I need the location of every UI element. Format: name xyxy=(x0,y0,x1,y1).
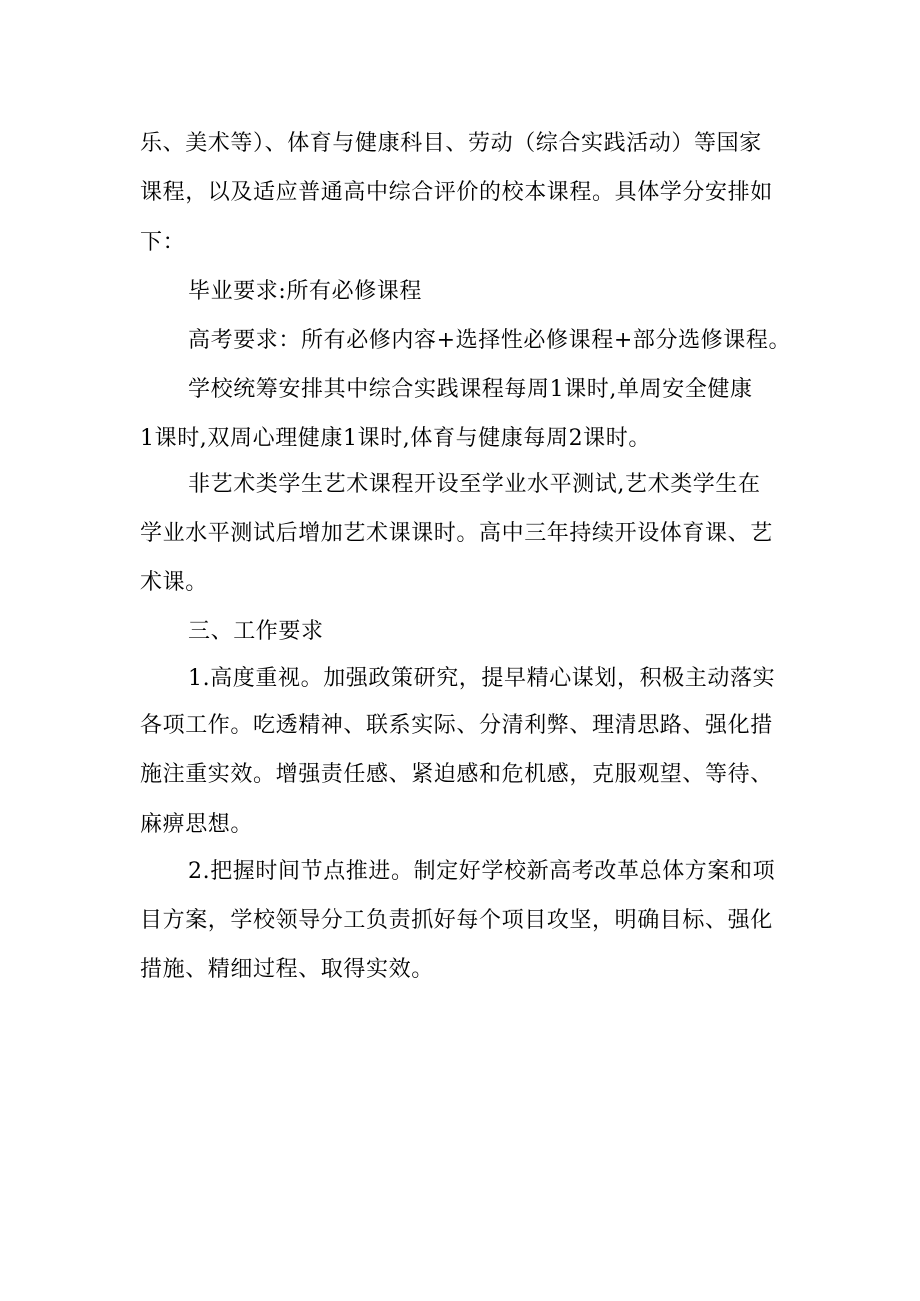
text-line: 1课时,双周心理健康1课时,体育与健康每周2课时。 xyxy=(140,426,651,451)
text-line: 乐、美术等）、体育与健康科目、劳动（综合实践活动）等国家 xyxy=(140,131,762,156)
text-line: 下： xyxy=(140,230,186,255)
text-line: 施注重实效。增强责任感、紧迫感和危机感，克服观望、等待、 xyxy=(140,762,773,787)
text-line: 课程，以及适应普通高中综合评价的校本课程。具体学分安排如 xyxy=(140,180,773,205)
text-line: 1.高度重视。加强政策研究，提早精心谋划，积极主动落实 xyxy=(188,666,776,691)
text-line: 措施、精细过程、取得实效。 xyxy=(140,957,434,982)
text-line: 学校统筹安排其中综合实践课程每周1课时,单周安全健康 xyxy=(188,377,753,402)
text-line: 目方案，学校领导分工负责抓好每个项目攻坚，明确目标、强化 xyxy=(140,908,773,933)
text-line: 各项工作。吃透精神、联系实际、分清利弊、理清思路、强化措 xyxy=(140,713,773,738)
section-heading: 三、工作要求 xyxy=(188,619,324,644)
text-line: 学业水平测试后增加艺术课课时。高中三年持续开设体育课、艺 xyxy=(140,521,773,546)
text-line: 术课。 xyxy=(140,570,208,595)
text-line: 麻痹思想。 xyxy=(140,812,254,837)
text-line: 2.把握时间节点推进。制定好学校新高考改革总体方案和项 xyxy=(188,859,776,884)
text-line: 高考要求：所有必修内容+选择性必修课程+部分选修课程。 xyxy=(188,328,792,353)
text-line: 非艺术类学生艺术课程开设至学业水平测试,艺术类学生在 xyxy=(188,472,761,497)
text-line: 毕业要求:所有必修课程 xyxy=(188,279,423,304)
